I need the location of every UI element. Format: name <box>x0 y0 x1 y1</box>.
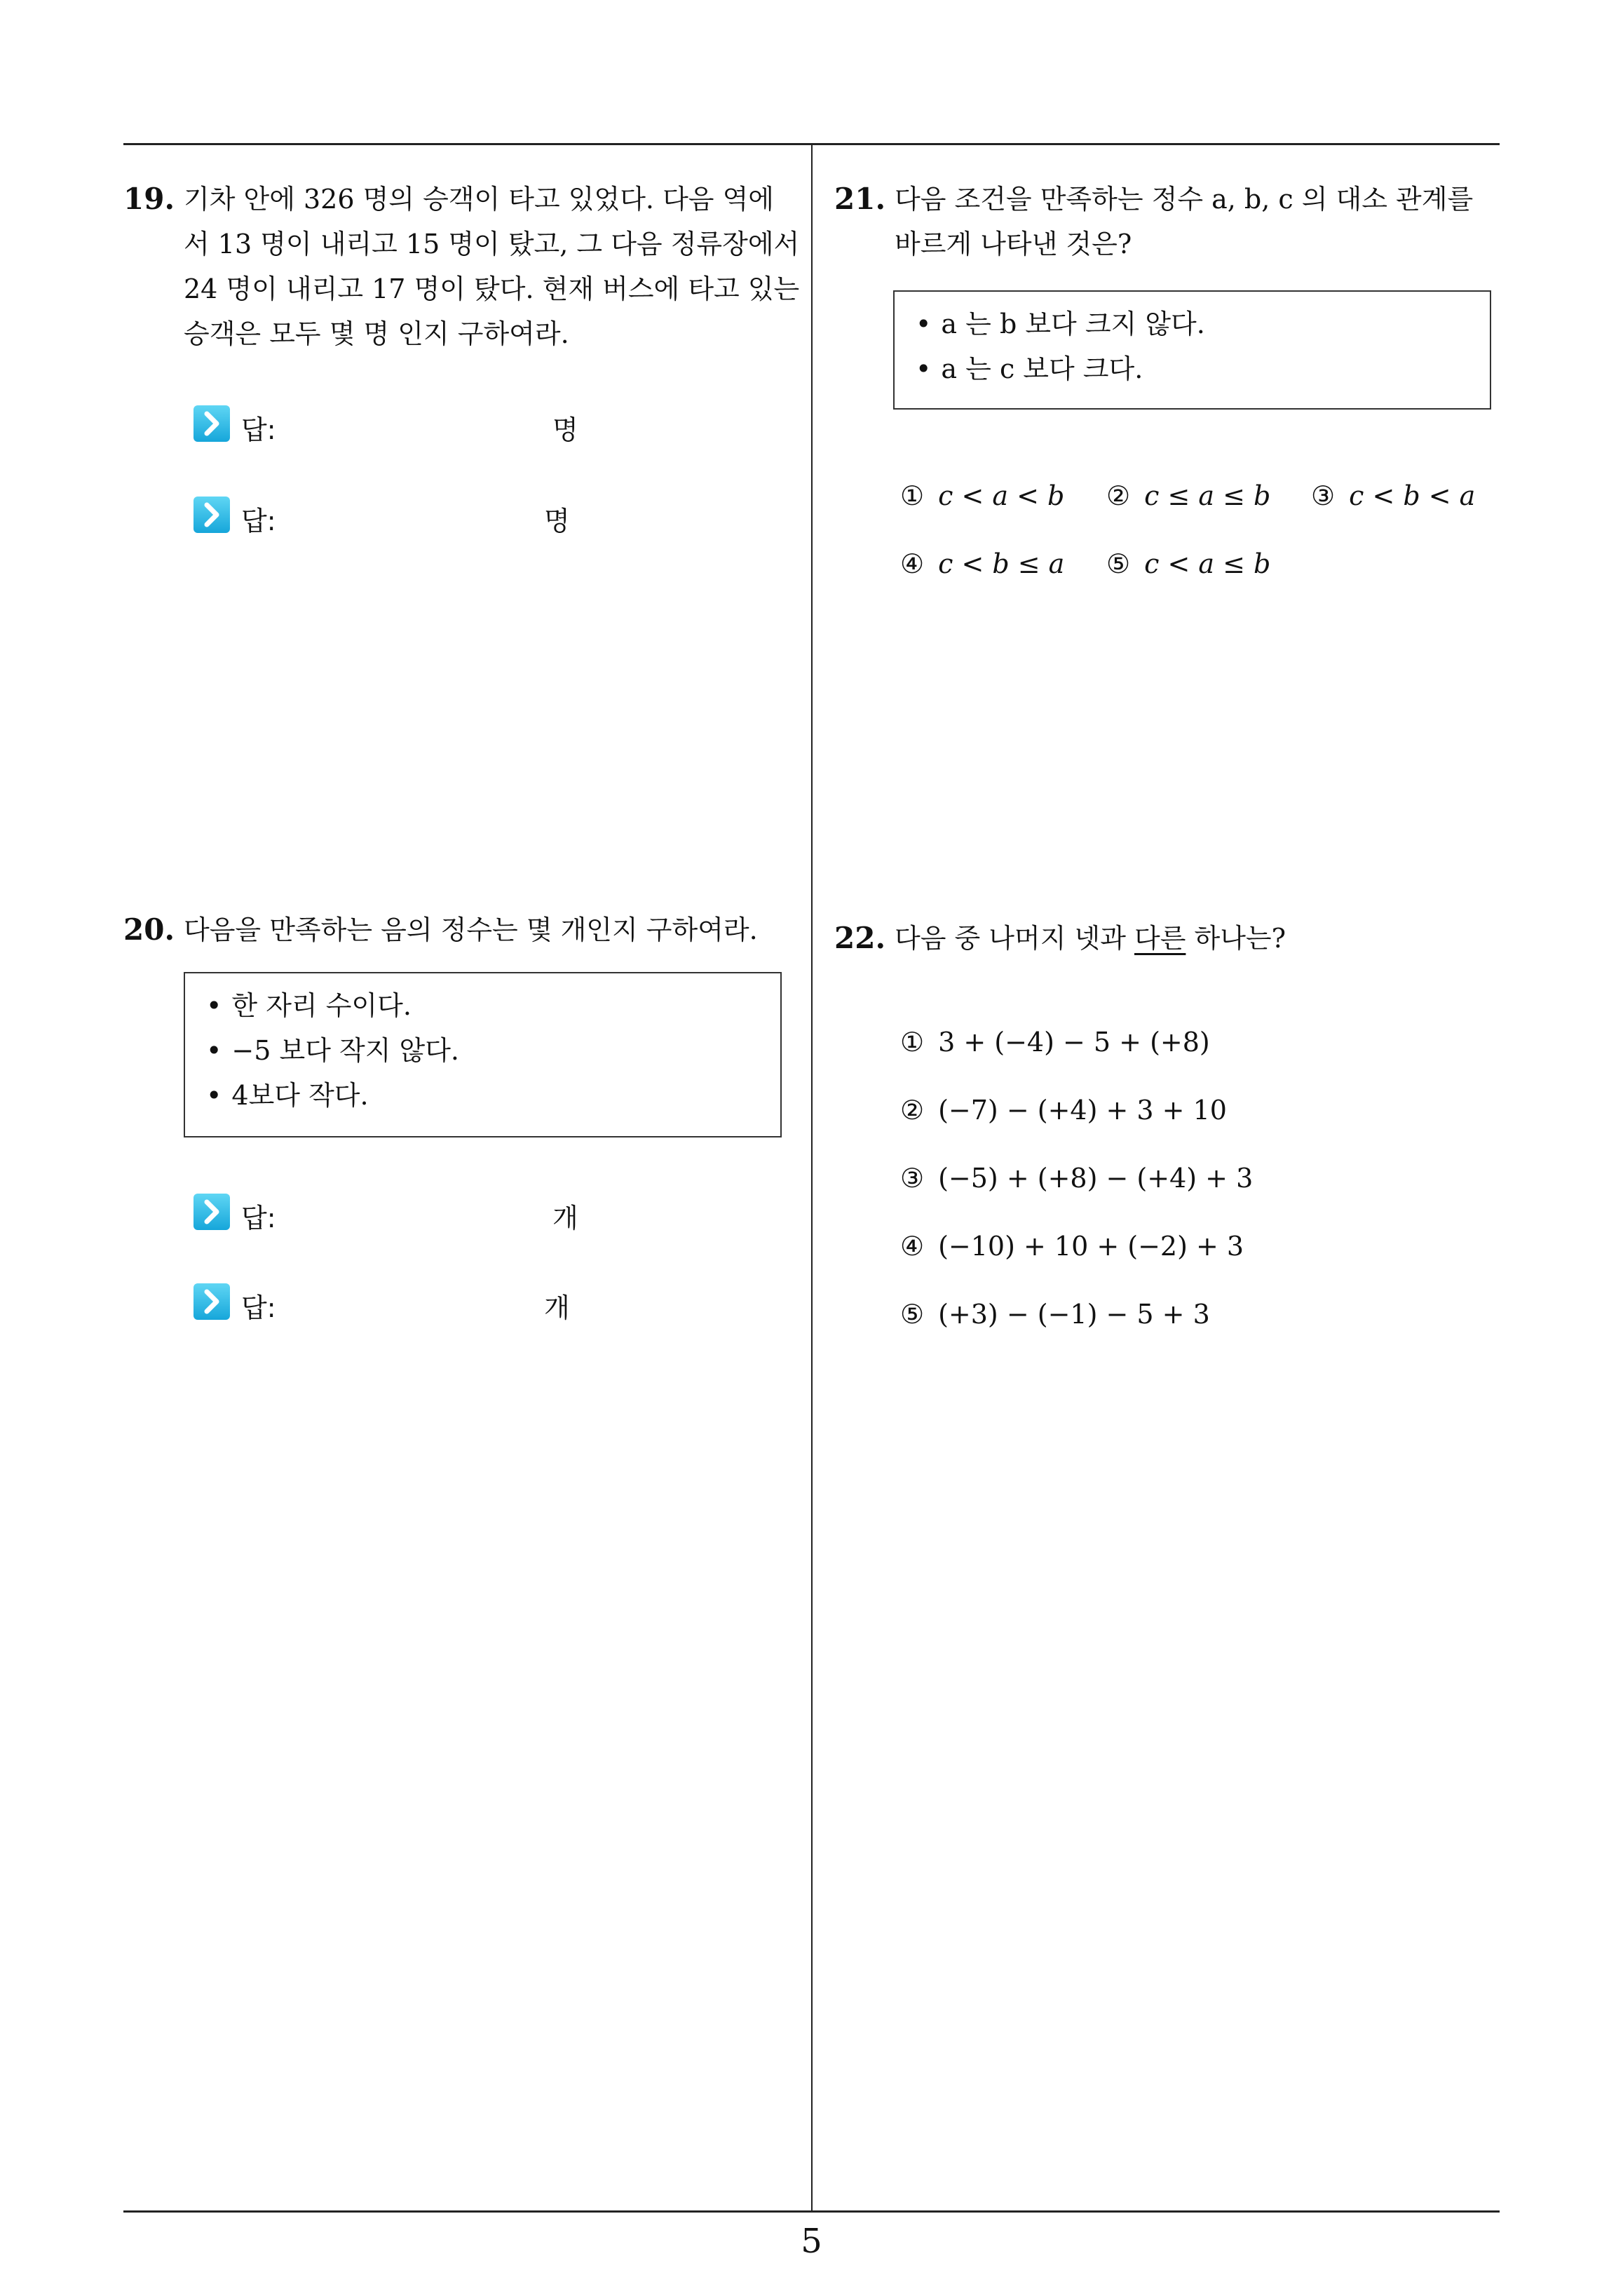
question-19 <box>123 177 801 356</box>
choice-text: c < a ≤ b <box>1144 548 1271 579</box>
choice-text: (−5) + (+8) − (+4) + 3 <box>938 1163 1254 1194</box>
question-text-line <box>895 916 1507 961</box>
question-number: 22. <box>834 921 886 955</box>
choice-mark: ⑤ <box>900 1299 925 1330</box>
choice-mark: ① <box>900 480 925 511</box>
conditions-box-21 <box>893 290 1491 410</box>
column-divider <box>811 144 813 2211</box>
choice-mark: ④ <box>900 548 925 579</box>
choice-22-4[interactable] <box>900 1231 1244 1262</box>
answer-row-19-2[interactable] <box>193 495 586 534</box>
question-22 <box>834 916 1507 961</box>
choice-mark: ④ <box>900 1231 925 1262</box>
question-text <box>184 177 801 356</box>
answer-unit: 개 <box>544 1292 570 1323</box>
question-number: 20. <box>123 912 175 947</box>
question-text <box>895 177 1507 266</box>
page-number: 5 <box>801 2222 822 2261</box>
condition-item: • −5 보다 작지 않다. <box>206 1028 759 1073</box>
chevron-right-icon <box>193 405 230 442</box>
choice-21-1[interactable] <box>900 480 1064 511</box>
question-text <box>184 907 801 952</box>
choice-mark: ② <box>900 1095 925 1126</box>
question-text-part: 하나는? <box>1186 923 1286 954</box>
choice-mark: ③ <box>1311 480 1336 511</box>
answer-unit: 명 <box>552 414 578 445</box>
answer-label: 답: <box>241 1203 276 1234</box>
choice-mark: ③ <box>900 1163 925 1194</box>
question-text-line: 다음을 만족하는 음의 정수는 몇 개인지 구하여라. <box>184 914 758 945</box>
question-number: 21. <box>834 182 886 216</box>
answer-unit: 명 <box>544 506 570 536</box>
choice-text: (−7) − (+4) + 3 + 10 <box>938 1095 1227 1126</box>
choice-22-5[interactable] <box>900 1299 1210 1330</box>
answer-label: 답: <box>241 1292 276 1323</box>
answer-row-20-1[interactable] <box>193 1192 586 1234</box>
choice-mark: ① <box>900 1027 925 1058</box>
choice-22-1[interactable] <box>900 1027 1210 1058</box>
choice-mark: ⑤ <box>1106 548 1131 579</box>
answer-label: 답: <box>241 414 276 445</box>
chevron-right-icon <box>193 497 230 533</box>
choice-21-2[interactable] <box>1106 480 1270 511</box>
bottom-rule <box>123 2210 1500 2213</box>
underlined-word: 다른 <box>1134 923 1186 954</box>
condition-item: • a 는 b 보다 크지 않다. <box>916 302 1469 346</box>
answer-unit: 개 <box>552 1203 578 1234</box>
question-text-line: 다음 조건을 만족하는 정수 a, b, c 의 대소 관계를 <box>895 184 1474 215</box>
choice-21-5[interactable] <box>1106 548 1270 579</box>
question-text-line: 서 13 명이 내리고 15 명이 탔고, 그 다음 정류장에서 <box>184 229 800 259</box>
choice-22-2[interactable] <box>900 1095 1227 1126</box>
question-text-line: 기차 안에 326 명의 승객이 타고 있었다. 다음 역에 <box>184 184 774 215</box>
question-20 <box>123 907 801 952</box>
question-text <box>895 916 1507 961</box>
question-text-line: 24 명이 내리고 17 명이 탔다. 현재 버스에 타고 있는 <box>184 274 800 304</box>
choice-text: (−10) + 10 + (−2) + 3 <box>938 1231 1244 1262</box>
choice-text: c < b ≤ a <box>938 548 1065 579</box>
choice-text: 3 + (−4) − 5 + (+8) <box>938 1027 1210 1058</box>
question-text-line: 승객은 모두 몇 명 인지 구하여라. <box>184 318 569 349</box>
choice-text: c < b < a <box>1349 480 1476 511</box>
choice-mark: ② <box>1106 480 1131 511</box>
question-text-part: 다음 중 나머지 넷과 <box>895 923 1134 954</box>
condition-item: • 4보다 작다. <box>206 1073 759 1118</box>
question-text-line: 바르게 나타낸 것은? <box>895 229 1132 259</box>
condition-item: • 한 자리 수이다. <box>206 983 759 1028</box>
choice-text: c ≤ a ≤ b <box>1144 480 1271 511</box>
choice-text: (+3) − (−1) − 5 + 3 <box>938 1299 1210 1330</box>
choice-21-4[interactable] <box>900 548 1064 579</box>
answer-row-20-2[interactable] <box>193 1282 586 1321</box>
question-number: 19. <box>123 182 175 216</box>
answer-label: 답: <box>241 506 276 536</box>
choice-22-3[interactable] <box>900 1163 1253 1194</box>
conditions-box-20 <box>184 972 782 1137</box>
chevron-right-icon <box>193 1283 230 1320</box>
question-21 <box>834 177 1507 266</box>
answer-row-19-1[interactable] <box>193 404 586 443</box>
condition-item: • a 는 c 보다 크다. <box>916 346 1469 391</box>
choice-text: c < a < b <box>938 480 1065 511</box>
chevron-right-icon <box>193 1194 230 1230</box>
choice-21-3[interactable] <box>1311 480 1475 511</box>
